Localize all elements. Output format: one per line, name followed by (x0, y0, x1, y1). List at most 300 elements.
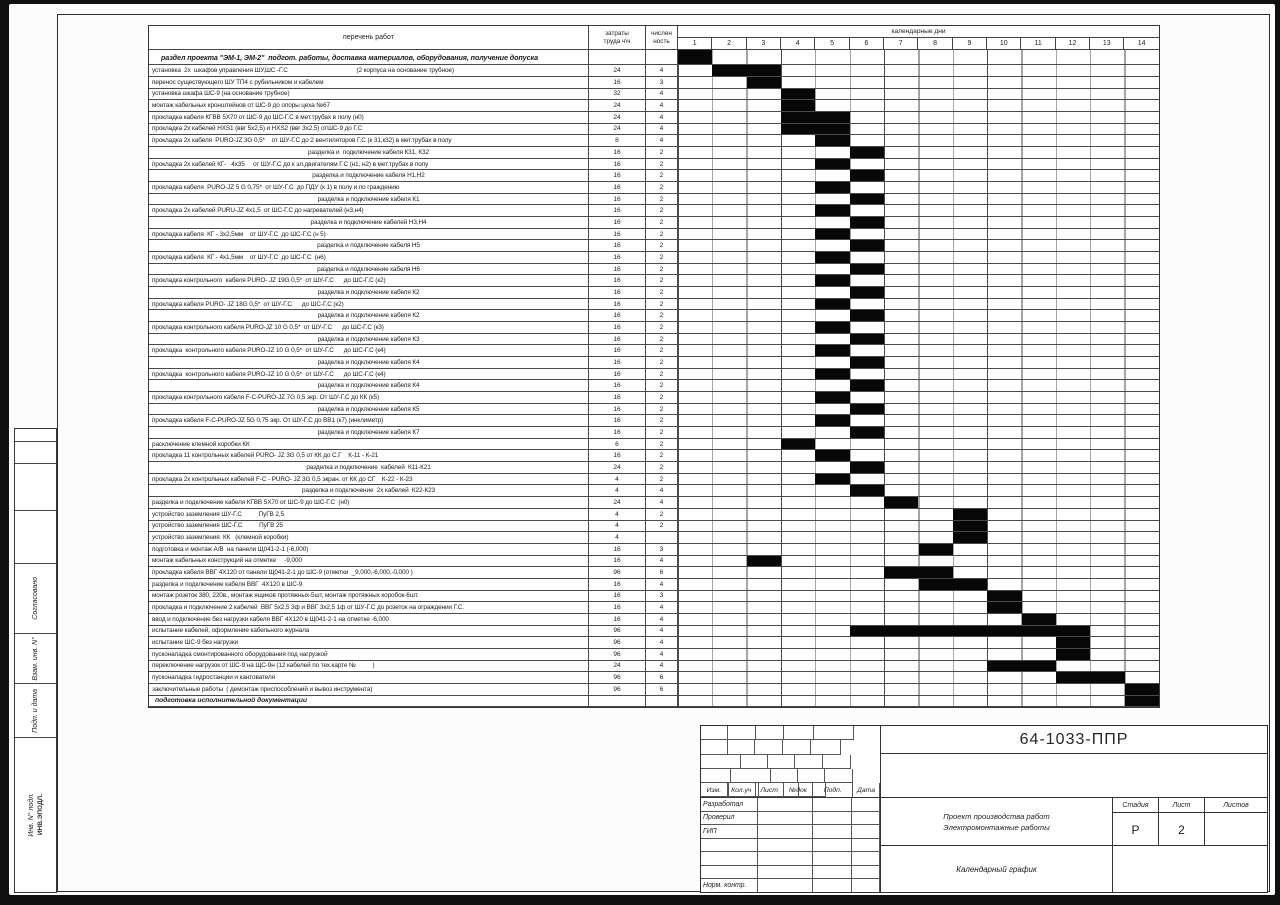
table-row (149, 124, 1159, 136)
crew-size: 2 (646, 509, 678, 520)
work-name: ввод и подключение без нагрузки кабеля ВВГ 4Х120 в Щ041-2-1 на отметке -6,000 (149, 614, 589, 625)
work-name: установка 2х шкафов управления ШУ,ШС -Г.С (2 корпуса на основание трубное) (149, 65, 589, 76)
table-row (149, 205, 1159, 217)
revision-cell (701, 769, 731, 783)
gantt-bar (815, 205, 849, 216)
gantt-bar (850, 357, 884, 368)
labor-hours: 16 (589, 357, 646, 368)
table-row (149, 240, 1159, 252)
crew-size: 2 (646, 275, 678, 286)
gantt-cell (678, 322, 1159, 333)
day-number: 2 (712, 38, 746, 49)
work-name: устройство заземления КК (клемной коробки) (149, 532, 589, 543)
signature-role-label: ГИП (701, 825, 758, 838)
revision-header: Дата (853, 783, 880, 797)
sheets-label: Листов (1223, 801, 1249, 809)
crew-size: 2 (646, 521, 678, 532)
crew-size: 4 (646, 89, 678, 100)
gantt-cell (678, 614, 1159, 625)
work-name: раздел проекта "ЭМ-1, ЭМ-2" подгот. работы, доставка материалов, оборудования, получение допуска (149, 50, 589, 64)
gantt-bar (987, 661, 1056, 672)
gantt-bar (850, 194, 884, 205)
schedule-table-header (149, 26, 1159, 50)
work-name: прокладка кабеля КГ - 4х1,5мм от ШУ-Г.С до ШС-Г.С (н6) (149, 252, 589, 263)
work-name: разделка и подключение кабеля Н1,Н2 (149, 170, 589, 181)
sheet-label: Лист (1159, 798, 1205, 812)
table-row (149, 380, 1159, 392)
table-row (149, 310, 1159, 322)
labor-hours: 16 (589, 591, 646, 602)
signature-empty-cell (758, 812, 814, 825)
gantt-bar (850, 380, 884, 391)
table-row (149, 404, 1159, 416)
work-name: прокладка кабеля PURO- JZ 18G 0,5* от ШУ-Г.С до ШС-Г.С (к2) (149, 299, 589, 310)
gantt-bar (815, 369, 849, 380)
signature-row (701, 825, 880, 839)
title-block (700, 725, 1268, 893)
table-row (149, 392, 1159, 404)
crew-size: 4 (646, 614, 678, 625)
day-number: 6 (850, 38, 884, 49)
crew-size: 4 (646, 661, 678, 672)
signature-role-label: Проверил (701, 812, 758, 825)
signature-row (701, 812, 880, 826)
crew-size: 2 (646, 159, 678, 170)
table-row (149, 159, 1159, 171)
gantt-bar (850, 404, 884, 415)
revision-cell (755, 740, 783, 754)
table-row (149, 65, 1159, 77)
gantt-cell (678, 462, 1159, 473)
revision-cell (811, 740, 841, 754)
crew-size: 4 (646, 637, 678, 648)
sheet-value: 2 (1159, 813, 1205, 846)
table-row (149, 649, 1159, 661)
gantt-bar (815, 392, 849, 403)
signature-empty-cell (758, 839, 814, 852)
gantt-cell (678, 275, 1159, 286)
signature-empty-cell (758, 825, 814, 838)
labor-hours: 16 (589, 229, 646, 240)
revision-cell (741, 755, 768, 769)
table-row (149, 50, 1159, 65)
crew-size: 2 (646, 345, 678, 356)
labor-hours: 16 (589, 182, 646, 193)
gantt-bar (953, 509, 987, 520)
work-name: разделка и подключение кабеля Н6 (149, 264, 589, 275)
signature-empty-cell (813, 825, 852, 838)
crew-size: 2 (646, 322, 678, 333)
signature-role-label (701, 866, 758, 879)
gantt-cell (678, 194, 1159, 205)
gantt-cell (678, 485, 1159, 496)
revision-grid (701, 726, 880, 783)
day-number: 14 (1137, 39, 1146, 47)
labor-hours (589, 696, 646, 707)
signature-empty-cell (813, 852, 852, 865)
gantt-cell (678, 65, 1159, 76)
revision-header: Кол.уч (728, 783, 756, 797)
labor-hours: 16 (589, 345, 646, 356)
calendar-days-title: календарные дни (678, 26, 1159, 38)
gantt-cell (678, 556, 1159, 567)
gantt-cell (678, 696, 1159, 707)
gantt-cell (678, 672, 1159, 683)
col-header-crew-line1: числен (651, 30, 672, 37)
strip-stamp-cell (15, 684, 56, 738)
gantt-bar (850, 462, 884, 473)
gantt-cell (678, 579, 1159, 590)
day-number: 3 (747, 38, 781, 49)
gantt-bar (953, 532, 987, 543)
work-name: прокладка контрольного кабеля PURO-JZ 10 G 0,5* от ШУ-Г.С до ШС-Г.С (к3) (149, 322, 589, 333)
labor-hours: 16 (589, 264, 646, 275)
work-name: переключение нагрузок от ШС-9 на ЩС-9н (12 кабелей по тех.карте № ) (149, 661, 589, 672)
work-name: разделка и подключение кабеля К1 (149, 194, 589, 205)
gantt-bar (781, 439, 815, 450)
table-row (149, 661, 1159, 673)
labor-hours: 4 (589, 509, 646, 520)
gantt-bar (1125, 696, 1159, 707)
revision-cell (783, 740, 811, 754)
crew-size: 2 (646, 194, 678, 205)
title-block-empty-cell (881, 754, 1267, 798)
work-name: испытание ШС-9 без нагрузки (149, 637, 589, 648)
day-number: 8 (918, 38, 952, 49)
gantt-bar (850, 485, 884, 496)
title-block-main-area (881, 726, 1267, 892)
signature-role-label: Норм. контр. (701, 879, 758, 892)
work-name: прокладка 11 контрольных кабелей PURO- JZ 3G 0,5 от КК до С.Г К-11 - К-21 (149, 450, 589, 461)
table-row (149, 345, 1159, 357)
crew-size: 4 (646, 556, 678, 567)
table-row (149, 322, 1159, 334)
labor-hours: 4 (589, 474, 646, 485)
work-name: прокладка кабеля F-C-PURO-JZ 5G 0,75 экр. От ШУ-Г.С до ВВ1 (к7) (инклиметр) (149, 415, 589, 426)
signature-empty-cell (852, 852, 880, 865)
gantt-cell (678, 182, 1159, 193)
table-row (149, 684, 1159, 696)
sheets-value (1205, 813, 1267, 846)
strip-stamp-label: Согласовано (32, 577, 39, 620)
day-number: 1 (678, 38, 712, 49)
gantt-bar (815, 299, 849, 310)
labor-hours: 16 (589, 322, 646, 333)
work-name: разделка и подключение кабеля К3 (149, 334, 589, 345)
work-name: пусконаладка смонтированного оборудования под нагрузкой (149, 649, 589, 660)
crew-size: 6 (646, 567, 678, 578)
revision-cell (728, 740, 755, 754)
work-name: монтаж розеток 380, 220в., монтаж ящиков протяжных-5шт, монтаж протяжных коробок-6шт. (149, 591, 589, 602)
gantt-cell (678, 497, 1159, 508)
crew-size: 2 (646, 369, 678, 380)
table-row (149, 275, 1159, 287)
revision-header-row (701, 783, 880, 798)
work-name: прокладка кабеля КГВВ 5Х70 от ШС-9 до ШС-Г.С в мет.трубах в полу (н0) (149, 112, 589, 123)
crew-size: 2 (646, 310, 678, 321)
labor-hours: 16 (589, 240, 646, 251)
crew-size: 2 (646, 427, 678, 438)
work-name: прокладка кабеля PURO-JZ 5 G 0,75* от ШУ-Г.С до ПДУ (к 1) в полу и по граждению (149, 182, 589, 193)
document-number: 64-1033-ППР (881, 726, 1267, 754)
labor-hours: 32 (589, 89, 646, 100)
revision-cell (728, 726, 756, 740)
gantt-bar (815, 474, 849, 485)
labor-hours: 16 (589, 217, 646, 228)
col-header-labor (589, 26, 646, 49)
labor-hours: 16 (589, 450, 646, 461)
crew-size: 4 (646, 135, 678, 146)
strip-stamp-cell (15, 564, 56, 634)
crew-size: 4 (646, 65, 678, 76)
crew-size: 4 (646, 649, 678, 660)
signature-empty-cell (852, 879, 880, 892)
table-row (149, 579, 1159, 591)
gantt-bar (850, 217, 884, 228)
table-row (149, 89, 1159, 101)
work-name: монтаж кабельных конструкций на отметке -9,000 (149, 556, 589, 567)
work-name: прокладка 2х кабелей PURU-JZ 4х1,5 от ШС-Г.С до нагревателей (н3,н4) (149, 205, 589, 216)
crew-size: 4 (646, 112, 678, 123)
crew-size: 4 (646, 124, 678, 135)
crew-size: 4 (646, 100, 678, 111)
gantt-cell (678, 626, 1159, 637)
gantt-cell (678, 287, 1159, 298)
work-name: прокладка контрольного кабеля PURO- JZ 19G 0,5* от ШУ-Г.С до ШС-Г.С (к2) (149, 275, 589, 286)
signature-empty-cell (813, 839, 852, 852)
gantt-bar (712, 65, 781, 76)
work-name: устройство заземления ШС-Г.С ПуГВ 25 (149, 521, 589, 532)
signature-empty-cell (852, 866, 880, 879)
gantt-cell (678, 544, 1159, 555)
crew-size: 3 (646, 77, 678, 88)
gantt-cell (678, 661, 1159, 672)
table-row (149, 229, 1159, 241)
labor-hours: 16 (589, 579, 646, 590)
strip-stamp-label: Подп. и дата (32, 688, 39, 733)
labor-hours: 4 (589, 521, 646, 532)
gantt-cell (678, 591, 1159, 602)
work-name: разделка и подключение кабеля КГВВ 5Х70 от ШС-9 до ШС-Г.С (н0) (149, 497, 589, 508)
signature-empty-cell (852, 812, 880, 825)
table-row (149, 497, 1159, 509)
revision-cell (756, 726, 784, 740)
strip-empty-cell (15, 429, 56, 442)
work-name: прокладка контрольного кабеля PURO-JZ 10 G 0,5* от ШУ-Г.С до ШС-Г.С (к4) (149, 369, 589, 380)
day-number: 11 (1021, 38, 1055, 49)
crew-size: 2 (646, 287, 678, 298)
gantt-bar (919, 579, 988, 590)
gantt-bar (850, 240, 884, 251)
gantt-cell (678, 392, 1159, 403)
work-name: расключение клемной коробки КК (149, 439, 589, 450)
title-block-revision-area (701, 726, 881, 892)
gantt-bar (781, 89, 815, 100)
revision-cell (701, 740, 728, 754)
labor-hours: 24 (589, 65, 646, 76)
labor-hours: 16 (589, 602, 646, 613)
gantt-cell (678, 252, 1159, 263)
work-name: прокладка 2х контрольных кабелей F-C - PURO- JZ 3G 0,5 экран. от КК до СГ К-22 - К-23 (149, 474, 589, 485)
work-name: пусконаладка гидростанции и кантователя (149, 672, 589, 683)
signature-role-label (701, 839, 758, 852)
labor-hours: 8 (589, 135, 646, 146)
labor-hours: 24 (589, 100, 646, 111)
crew-size: 4 (646, 497, 678, 508)
project-title-line2: Электромонтажные работы (943, 822, 1050, 832)
table-row (149, 614, 1159, 626)
gantt-bar (1056, 672, 1125, 683)
crew-size: 2 (646, 474, 678, 485)
gantt-bar (850, 147, 884, 158)
gantt-cell (678, 345, 1159, 356)
work-name: разделка и подключение кабеля К31, К32 (149, 147, 589, 158)
gantt-cell (678, 404, 1159, 415)
signature-row (701, 798, 880, 812)
crew-size: 2 (646, 392, 678, 403)
gantt-cell (678, 205, 1159, 216)
strip-stamp-cell (15, 738, 56, 891)
day-number: 7 (884, 38, 918, 49)
gantt-bar (815, 345, 849, 356)
work-name: заключительные работы ( демонтаж приспособлений и вывоз инструмента) (149, 684, 589, 695)
labor-hours: 24 (589, 661, 646, 672)
gantt-bar (815, 182, 849, 193)
labor-hours: 96 (589, 637, 646, 648)
revision-cell (731, 769, 771, 783)
labor-hours (589, 50, 646, 64)
crew-size: 2 (646, 229, 678, 240)
table-row (149, 77, 1159, 89)
crew-size: 3 (646, 544, 678, 555)
gantt-cell (678, 427, 1159, 438)
work-name: разделка и подключение кабелей К11-К21 (149, 462, 589, 473)
gantt-cell (678, 217, 1159, 228)
labor-hours: 16 (589, 77, 646, 88)
labor-hours: 96 (589, 649, 646, 660)
labor-hours: 16 (589, 287, 646, 298)
gantt-bar (919, 544, 953, 555)
signature-empty-cell (758, 866, 814, 879)
gantt-cell (678, 521, 1159, 532)
gantt-cell (678, 415, 1159, 426)
title-block-bottom-right-cell (1113, 846, 1267, 892)
work-name: установка шкафа ШС-9 (на основание трубное) (149, 89, 589, 100)
day-number: 9 (953, 38, 987, 49)
labor-hours: 16 (589, 299, 646, 310)
gantt-bar (850, 264, 884, 275)
gantt-bar (850, 334, 884, 345)
labor-hours: 96 (589, 672, 646, 683)
table-row (149, 462, 1159, 474)
table-row (149, 217, 1159, 229)
table-row (149, 626, 1159, 638)
col-header-crew (646, 26, 678, 49)
gantt-cell (678, 135, 1159, 146)
crew-size (646, 696, 678, 707)
labor-hours: 24 (589, 112, 646, 123)
labor-hours: 96 (589, 684, 646, 695)
frame-left-strip (14, 428, 57, 893)
table-row (149, 602, 1159, 614)
labor-hours: 16 (589, 415, 646, 426)
gantt-cell (678, 649, 1159, 660)
crew-size (646, 532, 678, 543)
gantt-bar (815, 252, 849, 263)
work-name: прокладка контрольного кабеля F-C-PURO-JZ 7G 0,5 экр. От ШУ-Г.С до КК (к5) (149, 392, 589, 403)
crew-size: 2 (646, 299, 678, 310)
labor-hours: 16 (589, 194, 646, 205)
stage-sheet-block (1113, 798, 1267, 846)
revision-cell (795, 755, 823, 769)
labor-hours: 16 (589, 404, 646, 415)
strip-stamp-label: Инв. N° подл. (27, 792, 35, 837)
labor-hours: 16 (589, 252, 646, 263)
work-name: прокладка контрольного кабеля PURO-JZ 10 G 0,5* от ШУ-Г.С до ШС-Г.С (к4) (149, 345, 589, 356)
revision-cell (784, 726, 814, 740)
gantt-cell (678, 229, 1159, 240)
gantt-cell (678, 602, 1159, 613)
table-row (149, 415, 1159, 427)
work-name: разделка и подключение кабеля К2 (149, 310, 589, 321)
table-row (149, 334, 1159, 346)
col-header-labor-line2: труда ч\ч (603, 37, 631, 45)
gantt-cell (678, 50, 1159, 64)
gantt-cell (678, 77, 1159, 88)
gantt-bar (815, 322, 849, 333)
signature-role-label: Разработал (701, 798, 758, 811)
gantt-cell (678, 170, 1159, 181)
work-name: подготовка исполнительной документации (149, 696, 589, 707)
gantt-bar (1056, 637, 1090, 648)
work-name: прокладка 2х кабеля PURO-JZ 3G 0,5* от ШУ-Г.С до 2 вентиляторов Г.С (к 31,к32) в мет.трубах в полу (149, 135, 589, 146)
strip-empty-cell (15, 511, 56, 564)
table-row (149, 591, 1159, 603)
gantt-bar (781, 124, 850, 135)
signature-empty-cell (852, 839, 880, 852)
revision-cell (701, 726, 728, 740)
gantt-bar (678, 50, 712, 64)
table-row (149, 427, 1159, 439)
gantt-cell (678, 369, 1159, 380)
gantt-cell (678, 112, 1159, 123)
gantt-bar (815, 275, 849, 286)
labor-hours: 4 (589, 485, 646, 496)
table-row (149, 264, 1159, 276)
signature-role-label (701, 852, 758, 865)
day-number: 13 (1090, 38, 1124, 49)
work-name: разделка и подключение 2х кабелей К22-К23 (149, 485, 589, 496)
crew-size: 2 (646, 415, 678, 426)
table-row (149, 509, 1159, 521)
crew-size: 2 (646, 450, 678, 461)
table-row (149, 100, 1159, 112)
project-title-line1: Проект производства работ (943, 811, 1050, 821)
table-row (149, 170, 1159, 182)
gantt-bar (747, 556, 781, 567)
revision-cell (823, 755, 851, 769)
table-row (149, 521, 1159, 533)
table-row (149, 637, 1159, 649)
crew-size: 2 (646, 217, 678, 228)
labor-hours: 6 (589, 439, 646, 450)
gantt-cell (678, 532, 1159, 543)
day-number: 5 (815, 38, 849, 49)
table-row (149, 544, 1159, 556)
gantt-cell (678, 380, 1159, 391)
work-name: устройство заземления ШУ-Г.С ПуГВ 2,5 (149, 509, 589, 520)
schedule-rows (149, 50, 1159, 707)
